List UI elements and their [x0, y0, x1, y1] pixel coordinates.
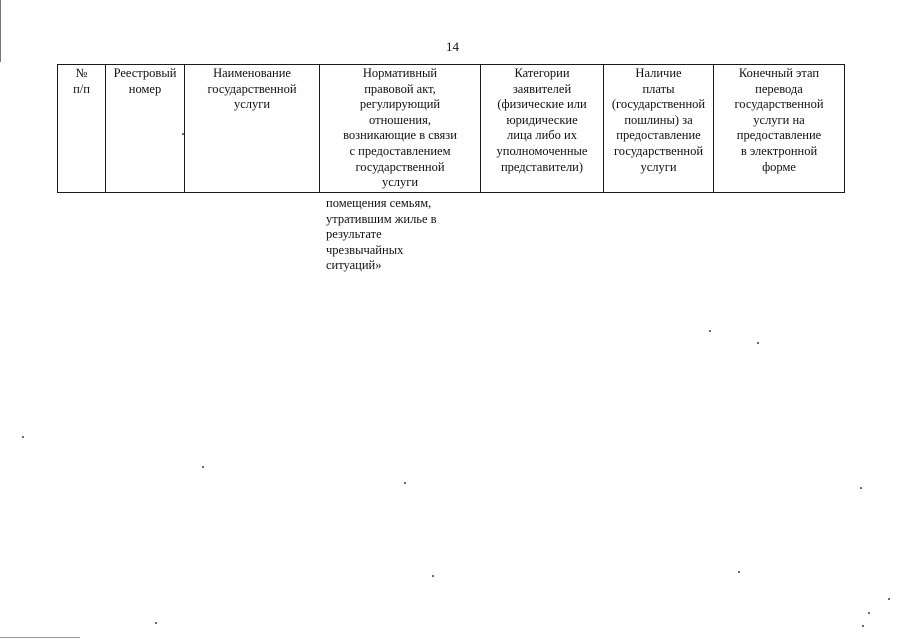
scan-bottom-edge [0, 637, 80, 638]
scan-speck [432, 575, 434, 577]
scan-speck [155, 622, 157, 624]
scan-speck [862, 625, 864, 627]
scan-speck [202, 466, 204, 468]
scan-speck [709, 330, 711, 332]
scan-speck [22, 436, 24, 438]
col-header-applicant-categories: Категории заявителей (физические или юридические лица либо их уполномоченные представители) [481, 65, 604, 193]
scan-speck [888, 598, 890, 600]
legal-act-continuation-text: помещения семьям, утратившим жилье в результате чрезвычайных ситуаций» [326, 196, 437, 273]
col-header-number: № п/п [58, 65, 106, 193]
col-header-final-stage: Конечный этап перевода государственной услуги на предоставление в электронной форме [714, 65, 845, 193]
services-table [57, 64, 845, 193]
scan-speck [738, 571, 740, 573]
scan-speck [182, 133, 184, 135]
col-header-fee: Наличие платы (государственной пошлины) за предоставление государственной услуги [604, 65, 714, 193]
scan-speck [404, 482, 406, 484]
page-number: 14 [446, 39, 459, 54]
col-header-legal-act: Нормативный правовой акт, регулирующий отношения, возникающие в связи с предоставлением государственной услуги [320, 65, 481, 193]
col-header-service-name: Наименование государственной услуги [185, 65, 320, 193]
scan-speck [757, 342, 759, 344]
table-header-row [58, 65, 845, 193]
scan-speck [860, 487, 862, 489]
scan-speck [868, 612, 870, 614]
col-header-registry-number: Реестровый номер [106, 65, 185, 193]
